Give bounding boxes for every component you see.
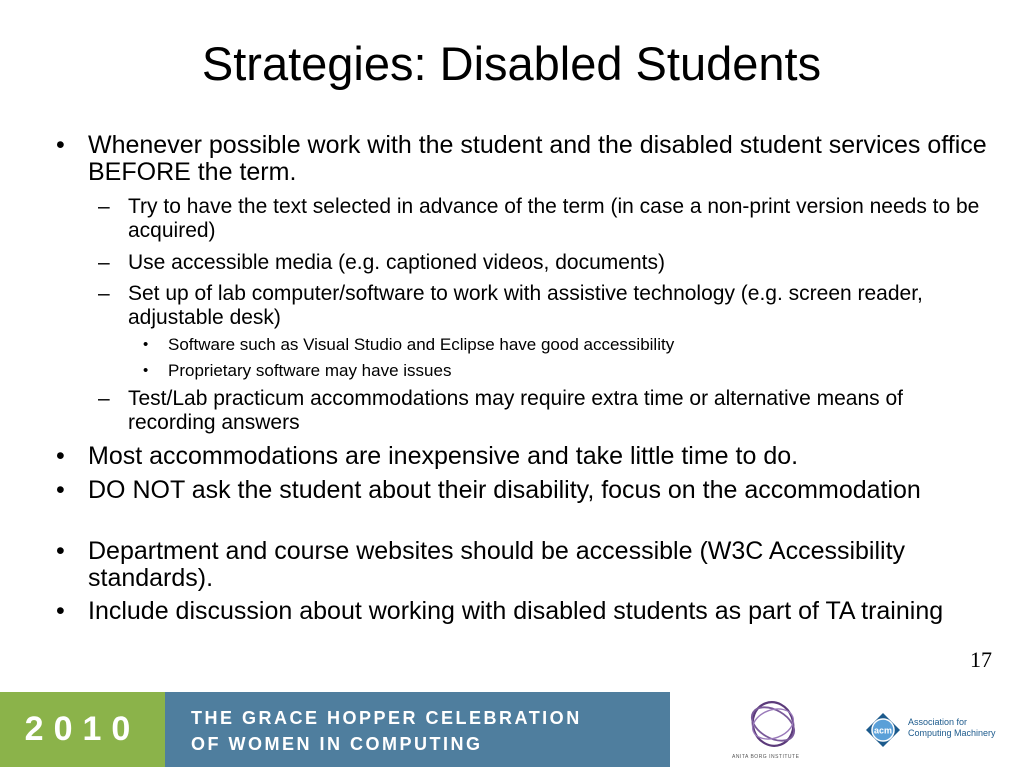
bullet-item [56, 537, 988, 592]
bullet-marker: • [56, 442, 65, 470]
sub-sub-bullet-item [143, 334, 988, 355]
dash-marker: – [98, 195, 110, 218]
bullet-marker: • [143, 362, 149, 379]
sub-bullet-item [98, 282, 988, 330]
footer-year: 2010 [0, 692, 165, 767]
sub-bullet-item [98, 251, 988, 275]
bullet-item [56, 476, 988, 504]
footer-event-band [165, 692, 670, 767]
bullet-text: DO NOT ask the student about their disability, focus on the accommodation [88, 476, 921, 504]
acm-logo-text: acm [873, 725, 893, 736]
abi-logo-text: ANITA BORG INSTITUTE [732, 754, 800, 760]
sub-bullet-item [98, 195, 988, 243]
sub-bullet-text: Set up of lab computer/software to work with assistive technology (e.g. screen reader, adjustable desk) [128, 282, 923, 329]
bullet-marker: • [56, 537, 65, 565]
dash-marker: – [98, 387, 110, 410]
bullet-text: Whenever possible work with the student and the disabled student services office BEFORE the term. [88, 131, 987, 186]
page-number: 17 [970, 647, 992, 672]
bullet-text: Include discussion about working with disabled students as part of TA training [88, 597, 944, 625]
sponsor-logos [670, 692, 1023, 767]
sub-sub-bullet-item [143, 360, 988, 381]
sub-bullet-text: Try to have the text selected in advance of the term (in case a non-print version needs to be acquired) [128, 195, 980, 242]
bullet-marker: • [56, 476, 65, 504]
sub-sub-bullet-text: Proprietary software may have issues [168, 361, 452, 380]
bullet-marker: • [56, 131, 65, 159]
bullet-text: Department and course websites should be accessible (W3C Accessibility standards). [88, 537, 906, 592]
event-title-line1: THE GRACE HOPPER CELEBRATION [191, 708, 582, 728]
bullet-marker: • [143, 336, 149, 353]
sub-bullet-text: Use accessible media (e.g. captioned videos, documents) [128, 251, 665, 274]
bullet-item [56, 597, 988, 625]
bullet-marker: • [56, 597, 65, 625]
bullet-text: Most accommodations are inexpensive and take little time to do. [88, 442, 799, 470]
bullet-item [56, 442, 988, 470]
acm-name: Association for Computing Machinery [908, 717, 996, 738]
event-title-line2: OF WOMEN IN COMPUTING [191, 734, 483, 754]
dash-marker: – [98, 282, 110, 305]
sub-bullet-text: Test/Lab practicum accommodations may require extra time or alternative means of recording answers [128, 387, 904, 434]
bullet-item [56, 131, 988, 186]
sub-sub-bullet-text: Software such as Visual Studio and Eclipse have good accessibility [168, 335, 675, 354]
dash-marker: – [98, 251, 110, 274]
acm-logo [865, 712, 901, 748]
slide-title: Strategies: Disabled Students [201, 37, 822, 90]
sub-bullet-item [98, 387, 988, 435]
footer-banner [0, 692, 1023, 767]
